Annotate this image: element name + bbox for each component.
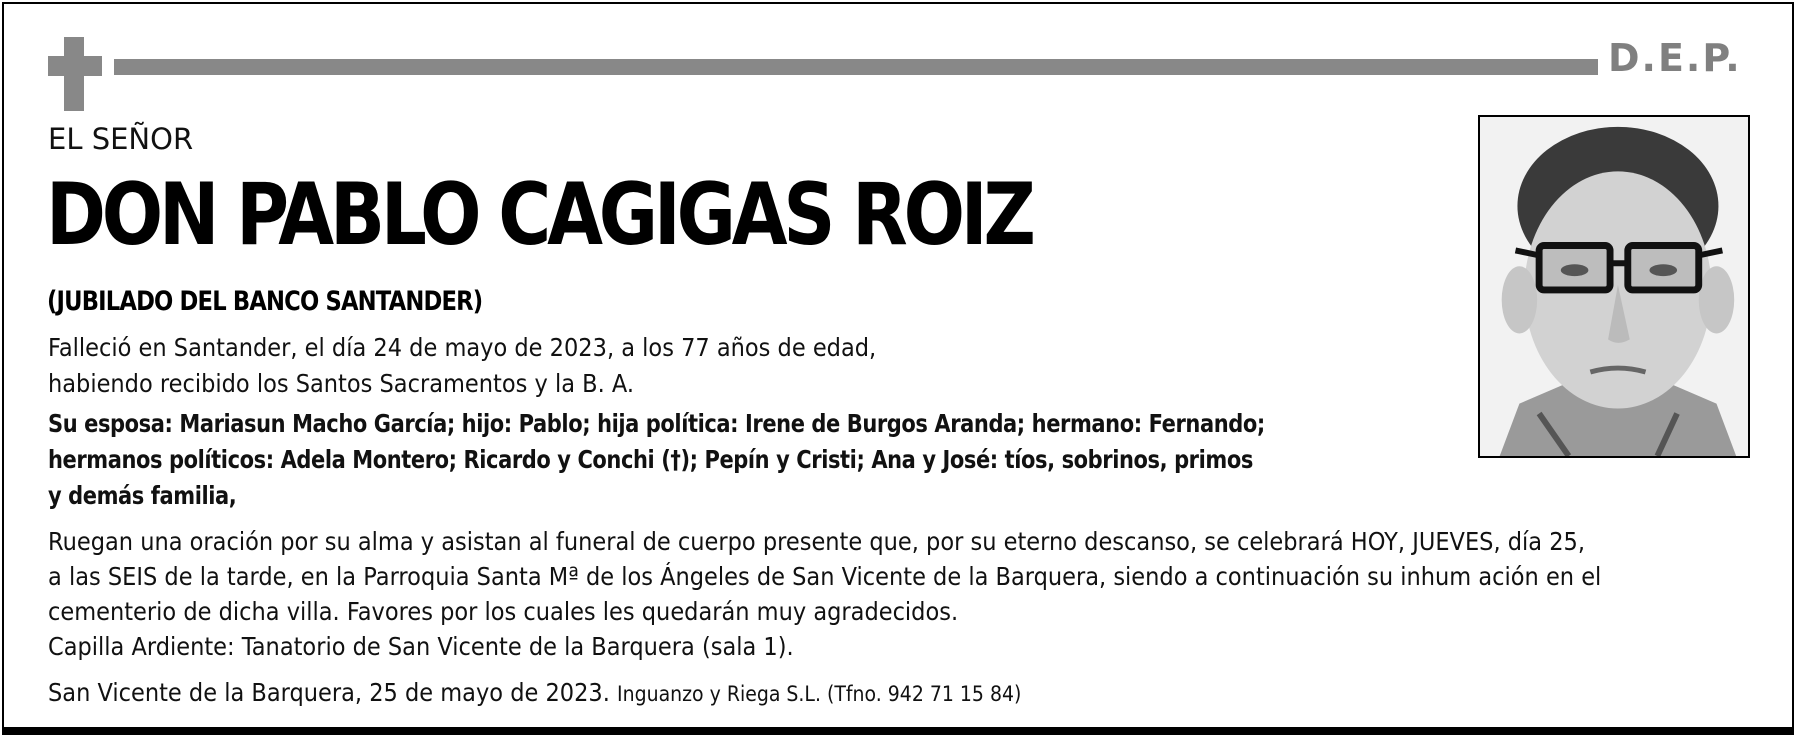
family-line-3: y demás familia,: [48, 481, 237, 510]
cross-icon: [48, 37, 102, 111]
deceased-occupation: (JUBILADO DEL BANCO SANTANDER): [47, 286, 483, 317]
header-divider: [114, 59, 1598, 75]
portrait-photo: [1478, 115, 1750, 458]
place-date: San Vicente de la Barquera, 25 de mayo de 2023.: [48, 678, 610, 707]
family-line-1: Su esposa: Mariasun Macho García; hijo: Pablo; hija política: Irene de Burgos Aranda; hermano: Fernando;: [48, 409, 1265, 438]
dep-label: D.E.P.: [1608, 36, 1742, 80]
footer-line: [48, 675, 1021, 712]
honorific: EL SEÑOR: [48, 122, 194, 156]
family-line-2: hermanos políticos: Adela Montero; Ricardo y Conchi (†); Pepín y Cristi; Ana y José: tíos, sobrinos, primos: [48, 445, 1253, 474]
death-line-2: habiendo recibido los Santos Sacramentos y la B. A.: [48, 369, 635, 398]
death-line-1: Falleció en Santander, el día 24 de mayo de 2023, a los 77 años de edad,: [48, 333, 877, 362]
chapel-info: Capilla Ardiente: Tanatorio de San Vicente de la Barquera (sala 1).: [48, 632, 794, 661]
funeral-line-3: cementerio de dicha villa. Favores por los cuales les quedarán muy agradecidos.: [48, 597, 959, 626]
funeral-home: Inguanzo y Riega S.L. (Tfno. 942 71 15 84): [617, 682, 1022, 706]
deceased-name: DON PABLO CAGIGAS ROIZ: [46, 165, 1032, 265]
funeral-line-2: a las SEIS de la tarde, en la Parroquia Santa Mª de los Ángeles de San Vicente de la Barquera, siendo a continuación su inhum ación en el: [48, 562, 1602, 591]
funeral-line-1: Ruegan una oración por su alma y asistan al funeral de cuerpo presente que, por su eterno descanso, se celebrará HOY, JUEVES, día 25,: [48, 527, 1586, 556]
